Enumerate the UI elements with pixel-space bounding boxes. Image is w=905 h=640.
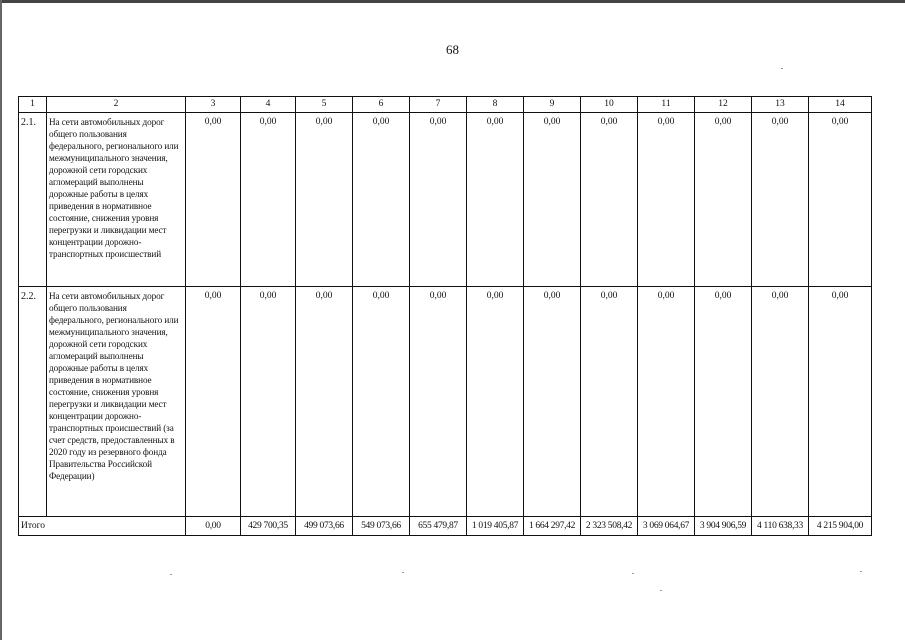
value-cell: 0,00 xyxy=(186,113,241,287)
row-number: 2.1. xyxy=(19,113,47,287)
scan-speck xyxy=(402,572,404,573)
scan-top-edge xyxy=(0,0,905,3)
table-row xyxy=(19,287,872,517)
value-cell: 0,00 xyxy=(241,113,296,287)
column-header: 8 xyxy=(467,97,524,113)
value-cell: 0,00 xyxy=(638,287,695,517)
value-cell: 0,00 xyxy=(809,287,872,517)
value-cell: 0,00 xyxy=(241,287,296,517)
scan-speck xyxy=(170,574,172,575)
value-cell: 0,00 xyxy=(581,113,638,287)
total-value-cell: 2 323 508,42 xyxy=(581,517,638,536)
scan-speck xyxy=(632,573,634,574)
column-header: 9 xyxy=(524,97,581,113)
total-value-cell: 429 700,35 xyxy=(241,517,296,536)
total-value-cell: 1 019 405,87 xyxy=(467,517,524,536)
total-value-cell: 499 073,66 xyxy=(296,517,353,536)
table-row xyxy=(19,113,872,287)
column-header: 14 xyxy=(809,97,872,113)
table-header-row xyxy=(19,97,872,113)
total-row xyxy=(19,517,872,536)
value-cell: 0,00 xyxy=(467,287,524,517)
scan-speck xyxy=(781,68,783,69)
value-cell: 0,00 xyxy=(296,113,353,287)
scan-speck xyxy=(660,590,662,591)
total-value-cell: 549 073,66 xyxy=(353,517,410,536)
value-cell: 0,00 xyxy=(638,113,695,287)
column-header: 3 xyxy=(186,97,241,113)
column-header: 13 xyxy=(752,97,809,113)
total-label: Итого xyxy=(19,517,186,536)
total-value-cell: 0,00 xyxy=(186,517,241,536)
value-cell: 0,00 xyxy=(752,287,809,517)
column-header: 10 xyxy=(581,97,638,113)
column-header: 2 xyxy=(47,97,186,113)
total-value-cell: 4 215 904,00 xyxy=(809,517,872,536)
value-cell: 0,00 xyxy=(353,113,410,287)
value-cell: 0,00 xyxy=(296,287,353,517)
value-cell: 0,00 xyxy=(695,113,752,287)
value-cell: 0,00 xyxy=(467,113,524,287)
column-header: 12 xyxy=(695,97,752,113)
value-cell: 0,00 xyxy=(752,113,809,287)
column-header: 4 xyxy=(241,97,296,113)
total-value-cell: 655 479,87 xyxy=(410,517,467,536)
value-cell: 0,00 xyxy=(524,287,581,517)
value-cell: 0,00 xyxy=(410,113,467,287)
total-value-cell: 3 069 064,67 xyxy=(638,517,695,536)
value-cell: 0,00 xyxy=(695,287,752,517)
budget-table xyxy=(18,96,872,536)
value-cell: 0,00 xyxy=(410,287,467,517)
row-number: 2.2. xyxy=(19,287,47,517)
value-cell: 0,00 xyxy=(186,287,241,517)
value-cell: 0,00 xyxy=(809,113,872,287)
column-header: 5 xyxy=(296,97,353,113)
row-description: На сети автомобильных дорог общего пользования федерального, регионального или межмуниципального значения, дорожной сети городских агломераций выполнены дорожные работы в целях приведения в нормативное состояние, снижения уровня перегрузки и ликвидации мест концентрации дорожно-транспортных происшествий xyxy=(47,113,186,287)
row-description: На сети автомобильных дорог общего пользования федерального, регионального или межмуниципального значения, дорожной сети городских агломераций выполнены дорожные работы в целях приведения в нормативное состояние, снижения уровня перегрузки и ликвидации мест концентрации дорожно-транспортных происшествий (за счет средств, предоставленных в 2020 году из резервного фонда Правительства Российской Федерации) xyxy=(47,287,186,517)
value-cell: 0,00 xyxy=(524,113,581,287)
total-value-cell: 1 664 297,42 xyxy=(524,517,581,536)
column-header: 1 xyxy=(19,97,47,113)
total-value-cell: 4 110 638,33 xyxy=(752,517,809,536)
scan-left-edge xyxy=(0,0,2,640)
column-header: 6 xyxy=(353,97,410,113)
column-header: 11 xyxy=(638,97,695,113)
value-cell: 0,00 xyxy=(581,287,638,517)
scan-speck xyxy=(860,571,862,572)
column-header: 7 xyxy=(410,97,467,113)
value-cell: 0,00 xyxy=(353,287,410,517)
page-number: 68 xyxy=(446,42,459,57)
total-value-cell: 3 904 906,59 xyxy=(695,517,752,536)
